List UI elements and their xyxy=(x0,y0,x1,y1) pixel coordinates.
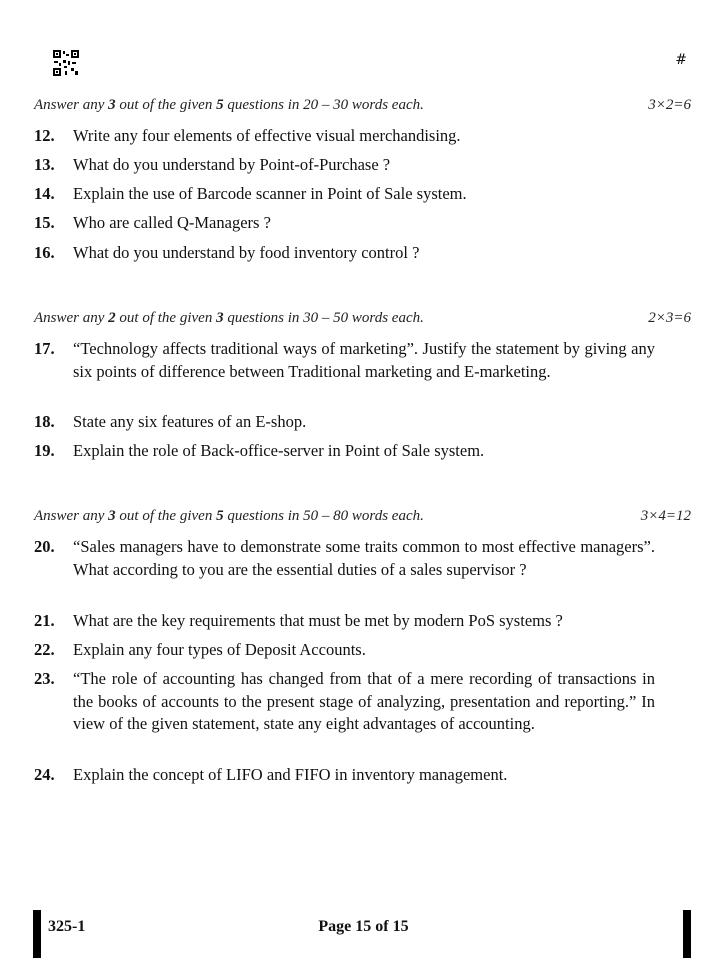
question-item: 19. Explain the role of Back-office-server in Point of Sale system. xyxy=(34,441,485,460)
question-item: 14. Explain the use of Barcode scanner in Point of Sale system. xyxy=(34,184,467,203)
question-item: 17. “Technology affects traditional ways of marketing”. Justify the statement by giving any six points of difference between Traditional marketing and E-marketing. xyxy=(34,339,655,381)
page-marker: # xyxy=(675,52,687,68)
question-item: 24. Explain the concept of LIFO and FIFO in inventory management. xyxy=(34,765,508,784)
qr-code-icon xyxy=(53,50,79,76)
question-item: 13. What do you understand by Point-of-Purchase ? xyxy=(34,155,391,174)
section-marks: 3×2=6 xyxy=(648,97,691,113)
footer-bar-right xyxy=(683,910,691,958)
question-item: 23. “The role of accounting has changed from that of a mere recording of transactions in the books of accounts to the present stage of analyzing, presentation and reporting.” In view of the given statement, state any eight advantages of accounting. xyxy=(34,669,655,733)
question-item: 21. What are the key requirements that must be met by modern PoS systems ? xyxy=(34,611,563,630)
paper-code: 325-1 xyxy=(48,918,86,935)
question-item: 18. State any six features of an E-shop. xyxy=(34,412,307,431)
section-instruction: Answer any 3 out of the given 5 questions in 50 – 80 words each. 3×4=12 xyxy=(34,508,691,524)
question-item: 16. What do you understand by food inventory control ? xyxy=(34,243,420,262)
section-marks: 2×3=6 xyxy=(648,310,691,326)
section-instruction: Answer any 3 out of the given 5 questions in 20 – 30 words each. 3×2=6 xyxy=(34,97,691,113)
question-item: 12. Write any four elements of effective visual merchandising. xyxy=(34,126,461,145)
page-number: Page 15 of 15 xyxy=(318,918,409,935)
question-item: 20. “Sales managers have to demonstrate some traits common to most effective managers”. What according to you are the essential duties of a sales supervisor ? xyxy=(34,537,655,579)
section-instruction: Answer any 2 out of the given 3 questions in 30 – 50 words each. 2×3=6 xyxy=(34,310,691,326)
question-item: 15. Who are called Q-Managers ? xyxy=(34,213,271,232)
question-item: 22. Explain any four types of Deposit Accounts. xyxy=(34,640,366,659)
section-marks: 3×4=12 xyxy=(640,508,691,524)
